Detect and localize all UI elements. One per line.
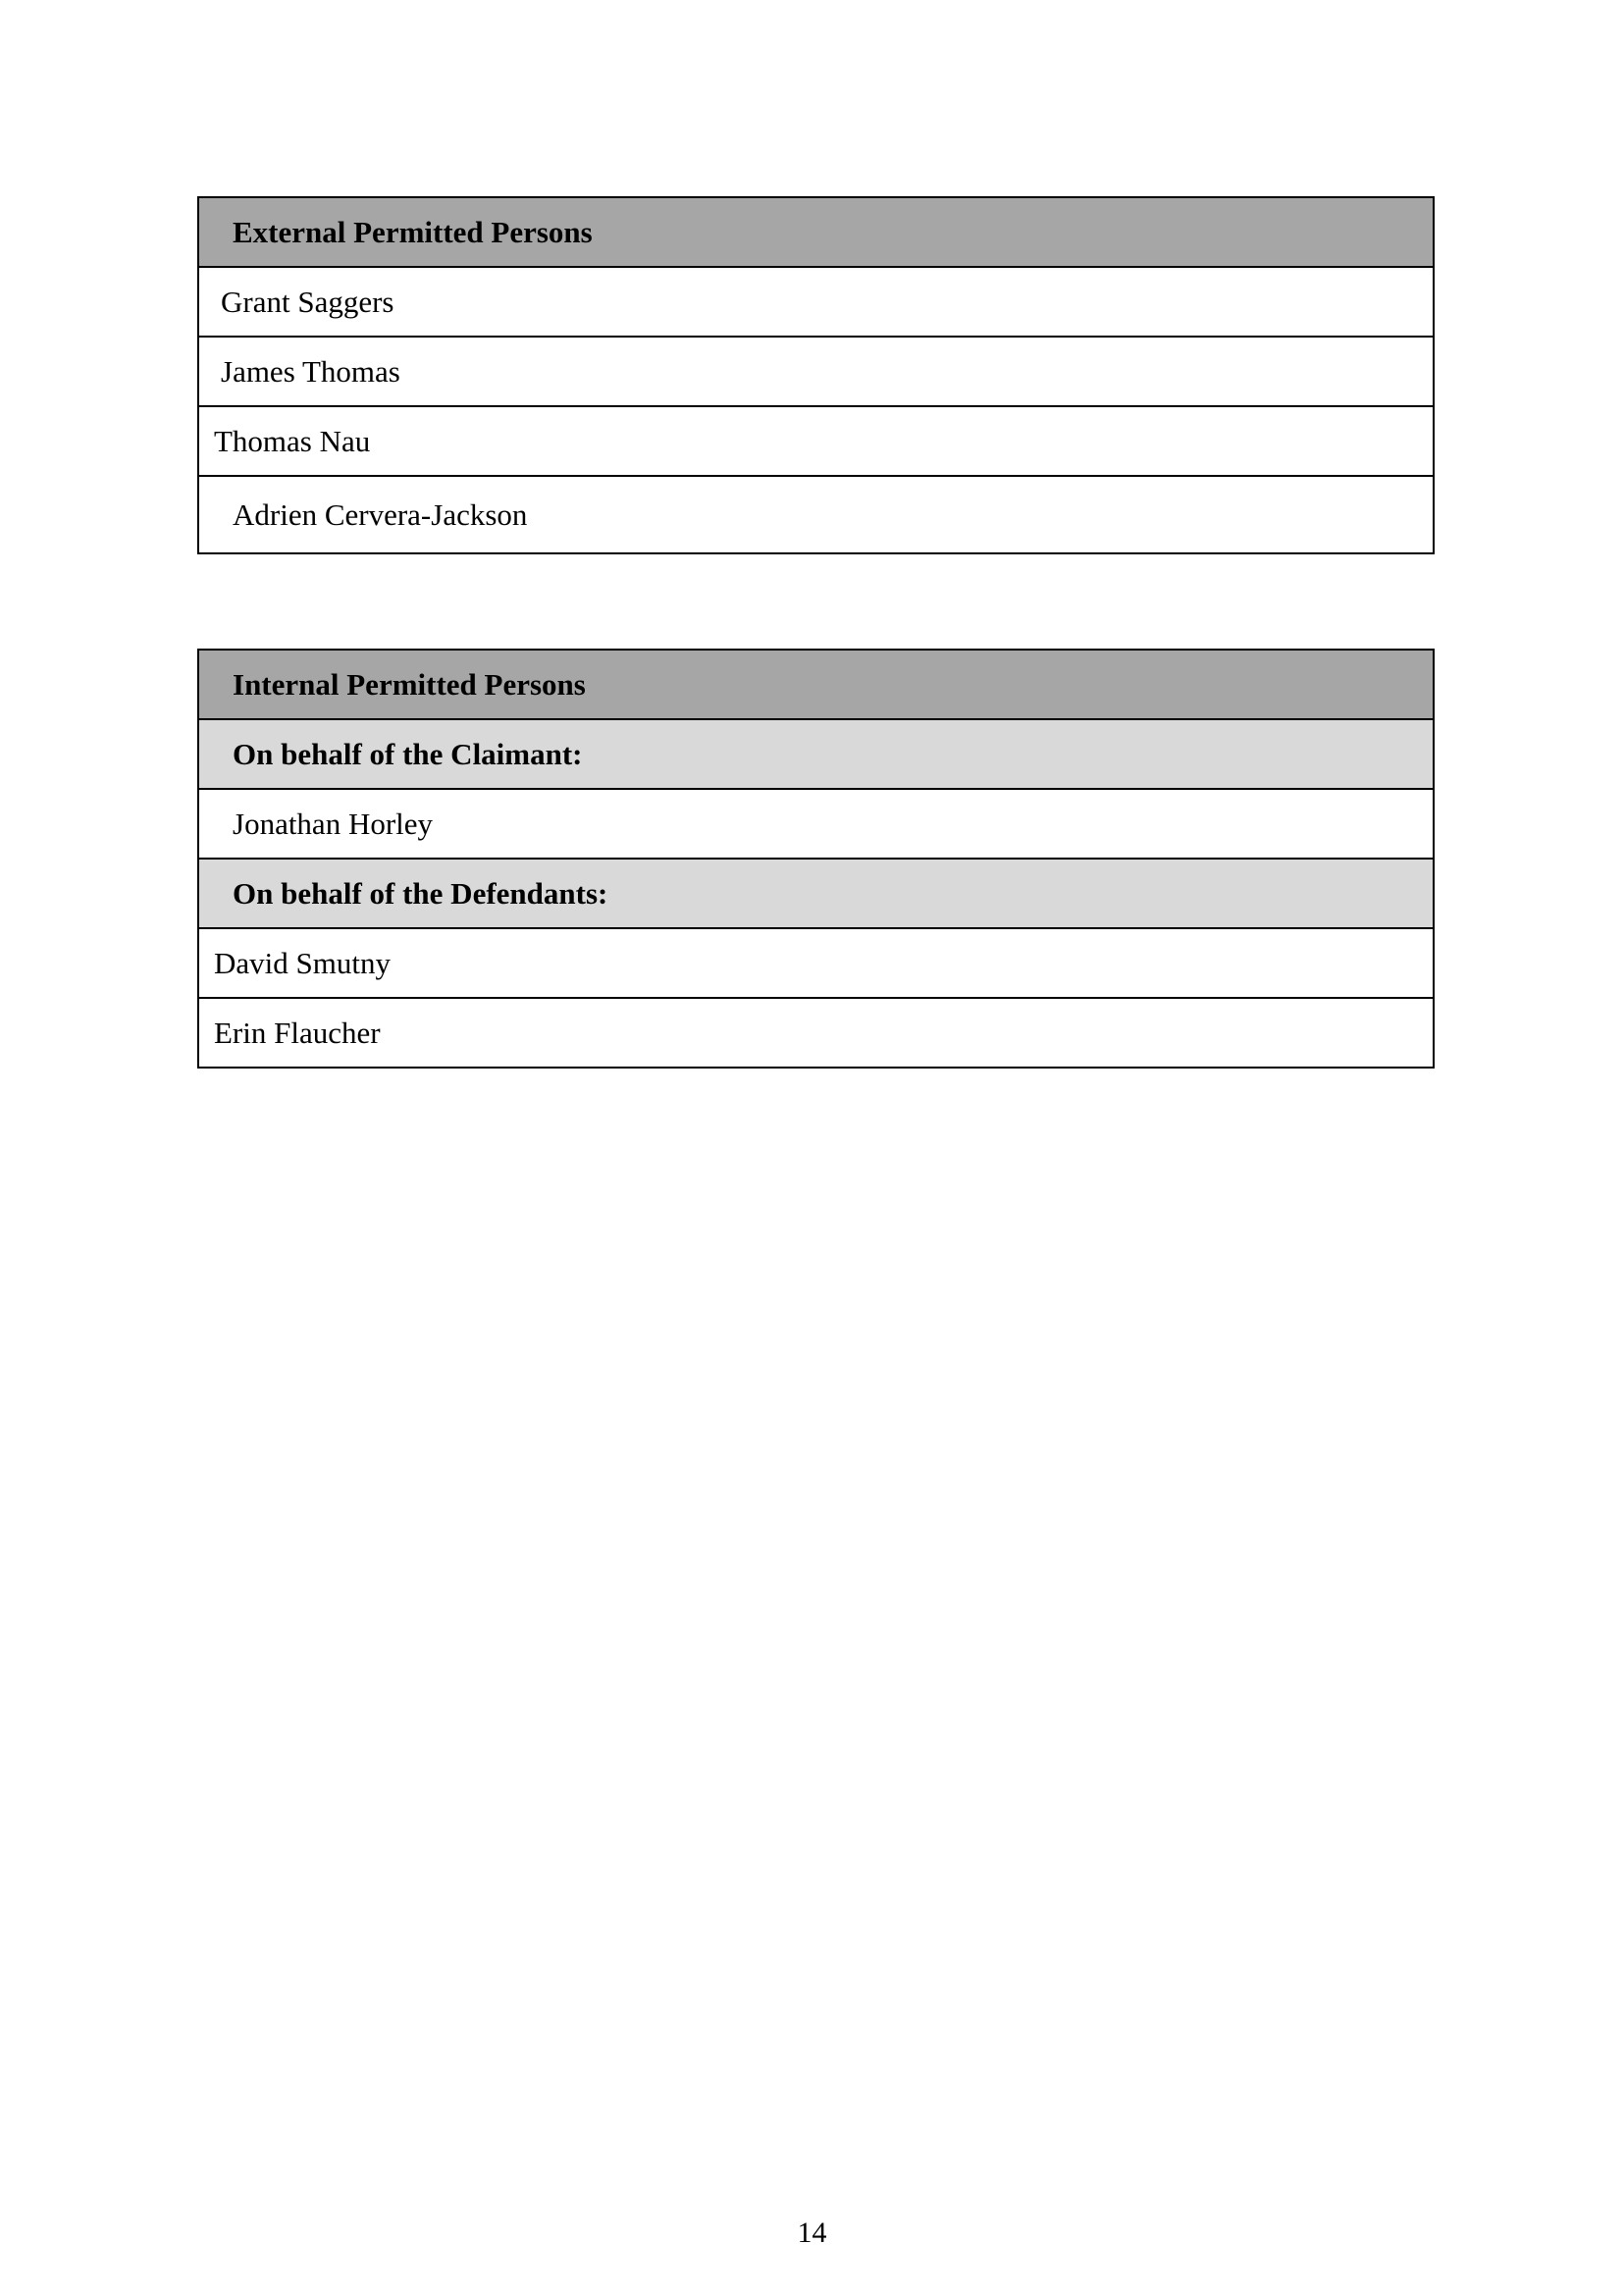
person-name: Thomas Nau: [198, 406, 1434, 476]
person-name: Erin Flaucher: [198, 998, 1434, 1068]
page-number: 14: [797, 2217, 827, 2249]
section-heading-row: [198, 719, 1434, 789]
table-header-external: External Permitted Persons: [198, 197, 1434, 267]
person-name: Adrien Cervera-Jackson: [198, 476, 1434, 553]
table-header-internal: Internal Permitted Persons: [198, 650, 1434, 719]
table-row: [198, 789, 1434, 859]
table-row: [198, 267, 1434, 337]
section-heading-claimant: On behalf of the Claimant:: [198, 719, 1434, 789]
internal-permitted-persons-table: [197, 649, 1435, 1069]
table-row: [198, 998, 1434, 1068]
person-name: Jonathan Horley: [198, 789, 1434, 859]
person-name: James Thomas: [198, 337, 1434, 406]
section-heading-row: [198, 859, 1434, 928]
person-name: David Smutny: [198, 928, 1434, 998]
table-header-row: [198, 650, 1434, 719]
section-heading-defendants: On behalf of the Defendants:: [198, 859, 1434, 928]
table-header-row: [198, 197, 1434, 267]
person-name: Grant Saggers: [198, 267, 1434, 337]
table-row: [198, 928, 1434, 998]
table-row: [198, 406, 1434, 476]
table-row: [198, 337, 1434, 406]
table-row: [198, 476, 1434, 553]
external-permitted-persons-table: [197, 196, 1435, 554]
